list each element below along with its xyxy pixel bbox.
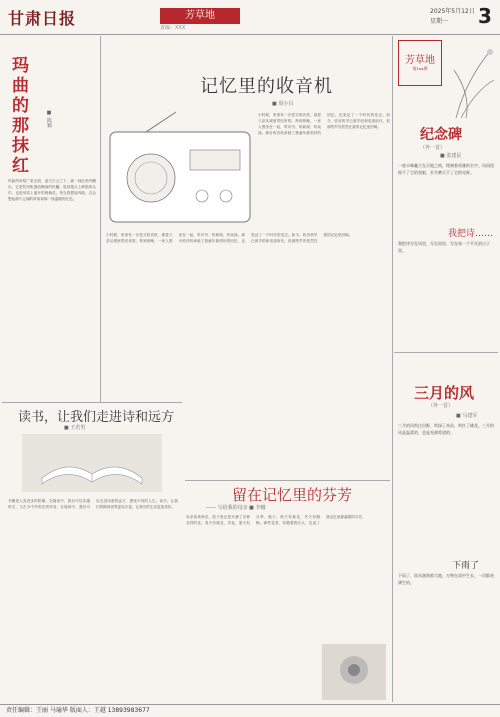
reading-author: ■ 王若男 — [64, 425, 86, 431]
section-badge: 芳草地 — [160, 8, 240, 24]
poem3-author: ■ 马建军 — [456, 413, 478, 419]
orchid-illustration — [446, 40, 496, 120]
poem3-body: 三月的风吹过田野，吹绿了麦苗，吹红了桃花。三月的风是温柔的，也是充满希望的。 — [398, 423, 494, 435]
poem3-sub: （外一首） — [428, 403, 454, 409]
reading-body: 书籍是人类进步的阶梯。在阅读中，我们可以穿越时空，与古今中外的先贤对话；在阅读中，我们可以走进诗意的远方，感受不同的人生。读书，让我们的精神世界更加丰富，让我们的生活更加美好。 — [8, 499, 178, 509]
main-author: ■ 周小白 — [272, 101, 294, 107]
article-title-vertical: 玛曲的那抹红 — [8, 56, 28, 176]
main-headline: 记忆里的收音机 — [200, 76, 333, 97]
editor-line: 责编：XXX — [160, 25, 186, 31]
page-number: 3 — [478, 4, 492, 28]
reading-title: 读书，让我们走进诗和远方 — [18, 410, 175, 425]
issue-date: 2025年5月12日 — [430, 8, 475, 15]
bottom-author: —— 写给我的母亲 ■ 李娜 — [206, 505, 266, 511]
newspaper-logo: 甘肃日报 — [8, 9, 77, 28]
divider — [392, 36, 393, 702]
poem4-body: 下雨了，雨水滋润着大地，万物在雨中生长，一切都充满生机。 — [398, 573, 494, 585]
main-body: 小时候，家里有一台老式收音机，那是父亲从城里带回来的。每到傍晚，一家人围坐在一起，听评书、听新闻、听戏曲。那台收音机承载了我童年最美好的回忆，也见证了一个时代的变迁。如今，收音机早已被手机和电视取代，但那些声音依然在我的记忆里回响。 — [106, 233, 353, 243]
divider — [185, 480, 390, 481]
main-body-continued: 小时候，家里有一台老式收音机，那是父亲从城里带回来的。每到傍晚，一家人围坐在一起，听评书、听新闻、听戏曲。那台收音机承载了我童年最美好的回忆，也见证了一个时代的变迁。如今，收音机早已被手机和电视取代，但那些声音依然在我的记忆里回响。 — [258, 113, 390, 135]
bottom-headline: 留在记忆里的芬芳 — [232, 486, 353, 504]
poem3-title: 三月的风 — [414, 384, 475, 402]
article-body: 玛曲的草原广袤无垠，蓝天白云之下，那一抹红格外醒目。它是牧民帐篷前飘扬的经幡，是姑娘头上鲜艳的头巾，也是草原上盛开的格桑花。每当我想起玛曲，总会想起那片辽阔的草原和那一抹温暖的红色。 — [8, 179, 96, 201]
poem2-body: 我把诗写在风里，写在雨里，写在每一个平凡的日子里。 — [398, 241, 490, 253]
radio-illustration — [106, 110, 256, 228]
flower-vignette — [322, 644, 386, 700]
issue-weekday: 星期一 — [430, 18, 449, 25]
bottom-body: 母亲喜欢种花，院子里总是开满了各种各样的花。春天有桃花、杏花，夏天有月季、栀子，秋天有菊花，冬天有腊梅。那些花香，伴随着我长大，也成了我记忆里最温暖的芬芳。 — [186, 515, 366, 525]
divider — [100, 36, 101, 402]
poem1-title: 纪念碑 — [420, 127, 462, 143]
article-author: ■ 陈颖 — [46, 110, 52, 128]
poem1-sub: （外一首） — [420, 145, 446, 151]
poem1-body: 一座丰碑矗立在天地之间，铭刻着英雄的名字。风雨侵蚀不了它的坚毅，岁月磨灭不了它的光辉。 — [398, 163, 494, 175]
poem2-title: 我把诗…… — [448, 229, 494, 239]
emblem-sub: 第1xx期 — [412, 66, 428, 71]
column-emblem — [398, 40, 442, 86]
poem4-title: 下雨了 — [452, 561, 480, 571]
footer-credits: 责任编辑：王丽 马瑜华 版面人：王越 13893983677 — [0, 704, 500, 716]
emblem-title: 芳草地 — [405, 55, 435, 66]
poem1-author: ■ 张建民 — [440, 153, 462, 159]
divider — [394, 352, 498, 353]
